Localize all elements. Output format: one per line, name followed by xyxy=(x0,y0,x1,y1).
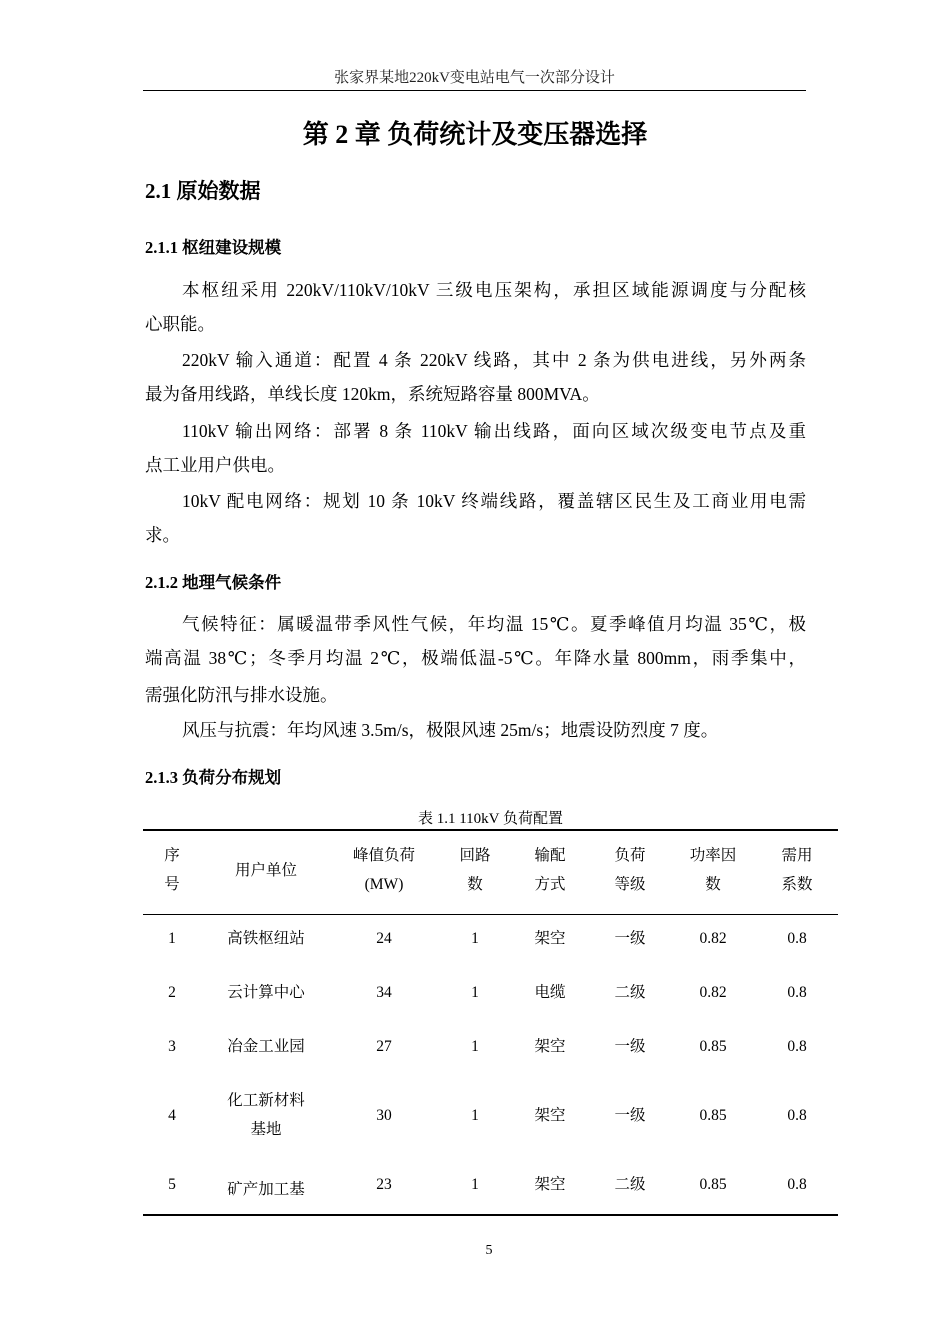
cell-text: 24 xyxy=(376,929,392,947)
cell-text: 矿产加工基 xyxy=(227,1180,305,1198)
cell-text: 系数 xyxy=(781,876,813,893)
subsection-heading-3: 2.1.3 负荷分布规划 xyxy=(145,768,282,787)
cell-text: 回路 xyxy=(459,847,491,864)
cell-text: 0.8 xyxy=(787,929,807,947)
paragraph-line: 心职能。 xyxy=(145,314,215,334)
cell-text: 5 xyxy=(168,1175,176,1193)
cell-text: 1 xyxy=(471,1106,479,1124)
cell-text: 0.8 xyxy=(787,1037,807,1055)
cell-text: 一级 xyxy=(614,929,646,947)
table-cell xyxy=(376,1032,392,1061)
cell-text: 0.85 xyxy=(699,1106,727,1124)
cell-text: 0.85 xyxy=(699,1037,727,1055)
paragraph-line: 110kV 输出网络：部署 8 条 110kV 输出线路，面向区域次级变电节点及重 xyxy=(182,421,806,441)
cell-text: 二级 xyxy=(614,983,646,1001)
table-cell xyxy=(376,924,392,953)
paragraph-line: 220kV 输入通道：配置 4 条 220kV 线路，其中 2 条为供电进线，另外两条 xyxy=(182,350,806,370)
cell-text: 架空 xyxy=(534,929,566,947)
table-cell xyxy=(471,1170,479,1199)
cell-text: 一级 xyxy=(614,1037,646,1055)
table-cell xyxy=(787,1032,806,1061)
cell-text: 基地 xyxy=(250,1121,282,1138)
table-cell xyxy=(471,1032,479,1061)
cell-text: 1 xyxy=(168,929,176,947)
table-cell xyxy=(699,1170,726,1199)
table-cell xyxy=(227,924,305,953)
cell-text: 1 xyxy=(471,983,479,1001)
cell-text: 功率因 xyxy=(689,847,737,864)
table-cell xyxy=(614,924,645,953)
cell-text: 化工新材料 xyxy=(227,1092,305,1109)
table-cell xyxy=(614,1170,645,1199)
table-cell xyxy=(787,1101,806,1130)
cell-text: 0.82 xyxy=(699,929,727,947)
cell-text: 架空 xyxy=(534,1106,566,1124)
cell-text: 需用 xyxy=(781,847,813,864)
table-header-cell xyxy=(164,841,180,899)
cell-text: (MW) xyxy=(364,876,404,893)
table-cell xyxy=(534,1032,565,1061)
paragraph-line: 最为备用线路，单线长度 120km，系统短路容量 800MVA。 xyxy=(145,384,600,404)
table-cell xyxy=(471,978,479,1007)
table-header-cell xyxy=(690,841,737,899)
table-cell xyxy=(614,1101,645,1130)
table-cell xyxy=(534,1101,565,1130)
paragraph-line: 端高温 38℃；冬季月均温 2℃，极端低温-5℃。年降水量 800mm，雨季集中， xyxy=(145,648,806,668)
table-cell xyxy=(787,978,806,1007)
paragraph-line: 气候特征：属暖温带季风性气候，年均温 15℃。夏季峰值月均温 35℃，极 xyxy=(182,614,806,634)
table-header-cell xyxy=(459,841,490,899)
header-divider xyxy=(143,90,806,91)
cell-text: 云计算中心 xyxy=(227,983,305,1001)
table-cell xyxy=(168,1032,176,1061)
table-cell xyxy=(168,1170,176,1199)
page-number: 5 xyxy=(485,1243,493,1258)
table-caption: 表 1.1 110kV 负荷配置 xyxy=(417,811,563,827)
cell-text: 0.8 xyxy=(787,983,807,1001)
table-header-cell xyxy=(781,841,812,899)
cell-text: 23 xyxy=(376,1175,392,1193)
paragraph-line: 本枢纽采用 220kV/110kV/10kV 三级电压架构，承担区域能源调度与分配核 xyxy=(182,280,806,300)
cell-text: 一级 xyxy=(614,1106,646,1124)
cell-text: 27 xyxy=(376,1037,392,1055)
cell-text: 1 xyxy=(471,1175,479,1193)
cell-text: 3 xyxy=(168,1037,176,1055)
cell-text: 0.85 xyxy=(699,1175,727,1193)
cell-text: 0.8 xyxy=(787,1106,807,1124)
cell-text: 方式 xyxy=(534,876,566,893)
paragraph-line: 需强化防汛与排水设施。 xyxy=(145,685,338,705)
cell-text: 架空 xyxy=(534,1175,566,1193)
subsection-heading-2: 2.1.2 地理气候条件 xyxy=(145,573,282,592)
cell-text: 30 xyxy=(376,1106,392,1124)
cell-text: 1 xyxy=(471,929,479,947)
cell-text: 架空 xyxy=(534,1037,566,1055)
table-cell xyxy=(534,978,565,1007)
table-cell xyxy=(699,978,726,1007)
table-cell xyxy=(614,1032,645,1061)
table-cell xyxy=(614,978,645,1007)
table-header-rule xyxy=(143,914,838,915)
cell-text: 1 xyxy=(471,1037,479,1055)
table-cell xyxy=(787,924,806,953)
cell-text: 数 xyxy=(705,876,721,893)
table-cell xyxy=(471,924,479,953)
table-cell xyxy=(168,978,176,1007)
running-header: 张家界某地220kV变电站电气一次部分设计 xyxy=(334,70,615,86)
subsection-heading-1: 2.1.1 枢纽建设规模 xyxy=(145,238,282,257)
cell-text: 负荷 xyxy=(614,847,646,864)
table-header-cell xyxy=(235,856,297,885)
table-cell xyxy=(699,1101,726,1130)
cell-text: 冶金工业园 xyxy=(227,1037,305,1055)
cell-text: 0.8 xyxy=(787,1175,807,1193)
table-cell xyxy=(699,924,726,953)
table-cell xyxy=(787,1170,806,1199)
chapter-title: 第 2 章 负荷统计及变压器选择 xyxy=(302,120,648,149)
cell-text: 电缆 xyxy=(534,983,566,1001)
cell-text: 输配 xyxy=(534,847,566,864)
cell-text: 2 xyxy=(168,983,176,1001)
paragraph-line: 风压与抗震：年均风速 3.5m/s，极限风速 25m/s；地震设防烈度 7 度。 xyxy=(182,720,719,740)
table-header-cell xyxy=(614,841,645,899)
table-cell xyxy=(471,1101,479,1130)
cell-text: 0.82 xyxy=(699,983,727,1001)
cell-text: 峰值负荷 xyxy=(352,847,416,864)
cell-text: 4 xyxy=(168,1106,176,1124)
table-bottom-rule xyxy=(143,1214,838,1216)
table-cell xyxy=(227,1086,305,1144)
cell-text: 34 xyxy=(376,983,392,1001)
cell-text: 二级 xyxy=(614,1175,646,1193)
table-cell xyxy=(168,1101,176,1130)
table-cell xyxy=(376,1170,392,1199)
paragraph-line: 点工业用户供电。 xyxy=(145,455,285,475)
section-heading: 2.1 原始数据 xyxy=(145,179,261,203)
table-cell xyxy=(227,978,305,1007)
table-cell xyxy=(376,978,392,1007)
table-cell xyxy=(534,924,565,953)
table-header-cell xyxy=(353,841,415,899)
table-cell xyxy=(699,1032,726,1061)
cell-text: 高铁枢纽站 xyxy=(227,929,305,947)
table-cell xyxy=(168,924,176,953)
cell-text: 数 xyxy=(467,876,483,893)
table-header-cell xyxy=(534,841,565,899)
paragraph-line: 求。 xyxy=(145,525,180,545)
table-cell xyxy=(534,1170,565,1199)
cell-text: 号 xyxy=(164,876,180,893)
cell-text: 序 xyxy=(164,847,180,864)
table-top-rule xyxy=(143,829,838,831)
table-cell xyxy=(376,1101,392,1130)
table-cell xyxy=(227,1175,305,1204)
cell-text: 等级 xyxy=(614,876,646,893)
table-cell xyxy=(227,1032,305,1061)
paragraph-line: 10kV 配电网络：规划 10 条 10kV 终端线路，覆盖辖区民生及工商业用电需 xyxy=(182,491,806,511)
cell-text: 用户单位 xyxy=(234,861,298,879)
